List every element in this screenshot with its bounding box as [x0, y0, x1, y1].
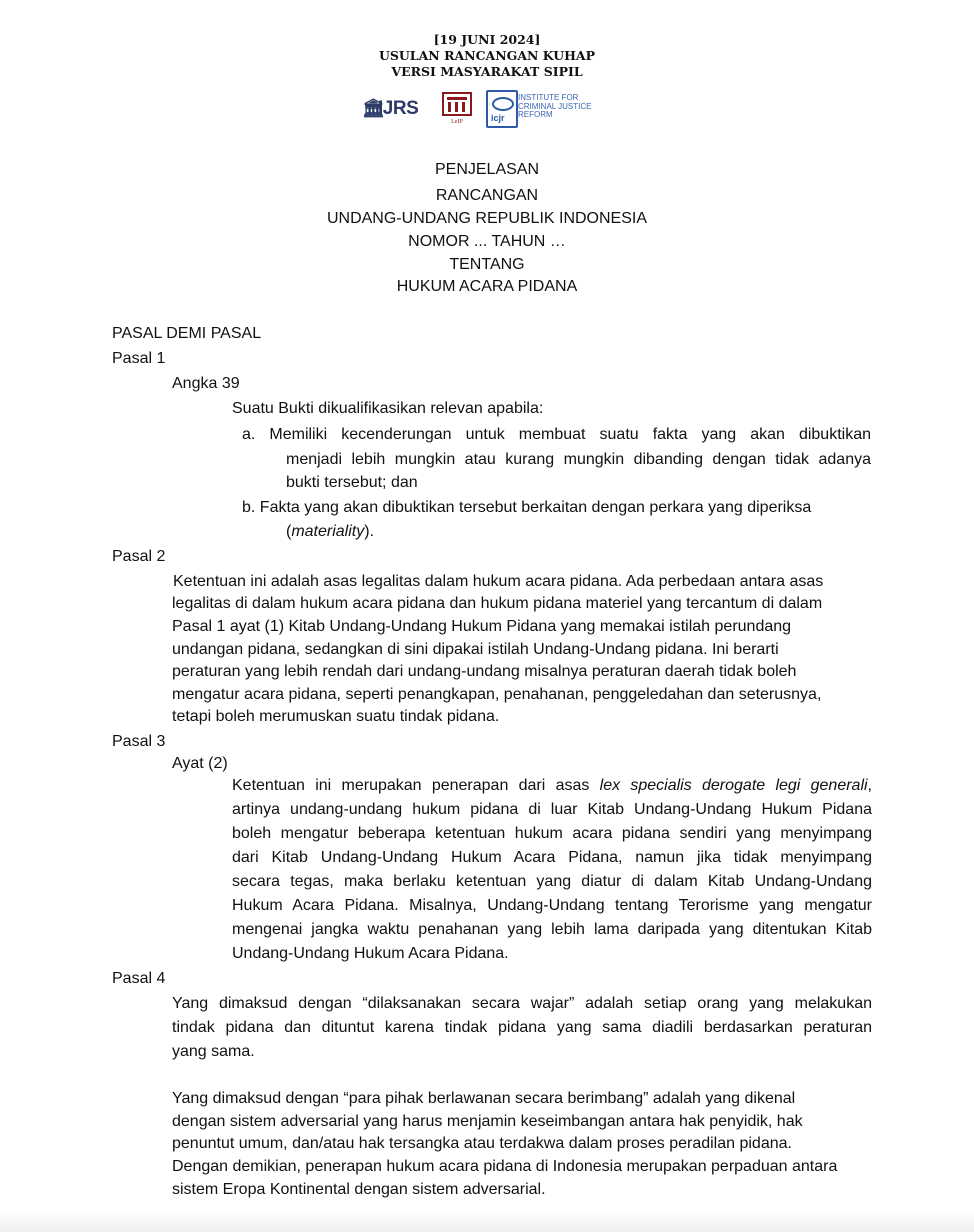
- eye-icon: [492, 97, 514, 111]
- pasal-1-heading: Pasal 1: [112, 350, 166, 367]
- svg-text:LeIP: LeIP: [451, 119, 463, 124]
- pasal-1-item-a-line3: bukti tersebut; dan: [286, 474, 418, 491]
- pasal-4-line: sistem Eropa Kontinental dengan sistem adversarial.: [172, 1181, 546, 1198]
- pasal-1-item-b-line1: b. Fakta yang akan dibuktikan tersebut berkaitan dengan perkara yang diperiksa: [242, 499, 812, 516]
- partner-logos: [362, 88, 612, 128]
- title-subject: HUKUM ACARA PIDANA: [396, 278, 578, 295]
- pasal-3-line: artinya undang-undang hukum pidana di luar Kitab Undang-Undang Hukum Pidana: [232, 801, 872, 818]
- pasal-3-heading: Pasal 3: [112, 733, 166, 750]
- pasal-3-line: Hukum Acara Pidana. Misalnya, Undang-Undang tentang Terorisme yang mengatur: [232, 897, 872, 914]
- title-penjelasan: PENJELASAN: [434, 161, 540, 178]
- pasal-3-line: dari Kitab Undang-Undang Hukum Acara Pidana, namun jika tidak menyimpang: [232, 849, 872, 866]
- pasal-1-item-a-line1: a. Memiliki kecenderungan untuk membuat suatu fakta yang akan dibuktikan: [242, 426, 871, 443]
- pasal-2-line: undangan pidana, sedangkan di sini dipakai istilah Undang-Undang pidana. Ini berarti: [172, 641, 779, 658]
- pasal-4-line: Dengan demikian, penerapan hukum acara pidana di Indonesia merupakan perpaduan antara: [172, 1158, 838, 1175]
- pasal-3-line: Undang-Undang Hukum Acara Pidana.: [232, 945, 509, 962]
- pasal-2-line: tetapi boleh merumuskan suatu tindak pidana.: [172, 708, 500, 725]
- pasal-3-ayat: Ayat (2): [172, 755, 228, 772]
- header-date: [19 JUNI 2024]: [433, 32, 541, 47]
- pasal-4-line: tindak pidana dan dituntut karena tindak pidana yang sama diadili berdasarkan peraturan: [172, 1019, 872, 1036]
- header-subtitle: VERSI MASYARAKAT SIPIL: [391, 64, 583, 79]
- icjr-name: INSTITUTE FOR CRIMINAL JUSTICE REFORM: [518, 93, 592, 119]
- pasal-2-line: mengatur acara pidana, seperti penangkapan, penahanan, penggeledahan dan seterusnya,: [172, 686, 822, 703]
- pasal-2-heading: Pasal 2: [112, 548, 166, 565]
- pasal-4-line: penuntut umum, dan/atau hak tersangka atau terdakwa dalam proses peradilan pidana.: [172, 1135, 792, 1152]
- pasal-4-line: Yang dimaksud dengan “dilaksanakan secara wajar” adalah setiap orang yang melakukan: [172, 995, 872, 1012]
- title-uu: UNDANG-UNDANG REPUBLIK INDONESIA: [326, 210, 648, 227]
- pasal-2-line: Ketentuan ini adalah asas legalitas dalam hukum acara pidana. Ada perbedaan antara asas: [173, 573, 824, 590]
- pasal-4-line: yang sama.: [172, 1043, 255, 1060]
- pasal-4-heading: Pasal 4: [112, 970, 166, 987]
- pasal-3-line: boleh mengatur beberapa ketentuan hukum acara pidana sendiri yang menyimpang: [232, 825, 872, 842]
- pasal-4-line: Yang dimaksud dengan “para pihak berlawanan secara berimbang” adalah yang dikenal: [172, 1090, 796, 1107]
- title-nomor: NOMOR ... TAHUN …: [408, 233, 566, 250]
- pasal-2-line: Pasal 1 ayat (1) Kitab Undang-Undang Hukum Pidana yang memakai istilah perundang: [172, 618, 792, 635]
- title-rancangan: RANCANGAN: [435, 187, 539, 204]
- icjr-logo: [486, 88, 614, 128]
- section-heading: PASAL DEMI PASAL: [112, 325, 262, 342]
- pasal-1-intro: Suatu Bukti dikualifikasikan relevan apabila:: [232, 400, 544, 417]
- pasal-4-line: dengan sistem adversarial yang harus menjamin keseimbangan antara hak penyidik, hak: [172, 1113, 803, 1130]
- pasal-1-item-b-line2: (materiality).: [286, 523, 375, 540]
- leip-logo: [442, 92, 472, 124]
- pasal-3-line: mengenai jangka waktu penahanan yang lebih lama daripada yang ditentukan Kitab: [232, 921, 872, 938]
- header-title: USULAN RANCANGAN KUHAP: [378, 48, 596, 63]
- page-bottom-shade: [0, 1212, 974, 1232]
- pasal-1-item-a-line2: menjadi lebih mungkin atau kurang mungkin dibanding dengan tidak adanya: [286, 451, 871, 468]
- pasal-1-angka: Angka 39: [172, 375, 240, 392]
- pasal-3-line: Ketentuan ini merupakan penerapan dari asas lex specialis derogate legi generali,: [232, 777, 872, 794]
- icjr-emblem: icjr: [486, 90, 518, 128]
- pasal-2-line: legalitas di dalam hukum acara pidana dan hukum pidana materiel yang tercantum di dalam: [172, 595, 823, 612]
- pasal-2-line: peraturan yang lebih rendah dari undang-undang misalnya peraturan daerah tidak boleh: [172, 663, 797, 680]
- pillar-icon: 🏛︎: [362, 98, 385, 118]
- pasal-3-line: secara tegas, maka berlaku ketentuan yang diatur di dalam Kitab Undang-Undang: [232, 873, 872, 890]
- ijrs-logo: 🏛︎IJRS: [362, 98, 419, 119]
- title-tentang: TENTANG: [449, 256, 525, 273]
